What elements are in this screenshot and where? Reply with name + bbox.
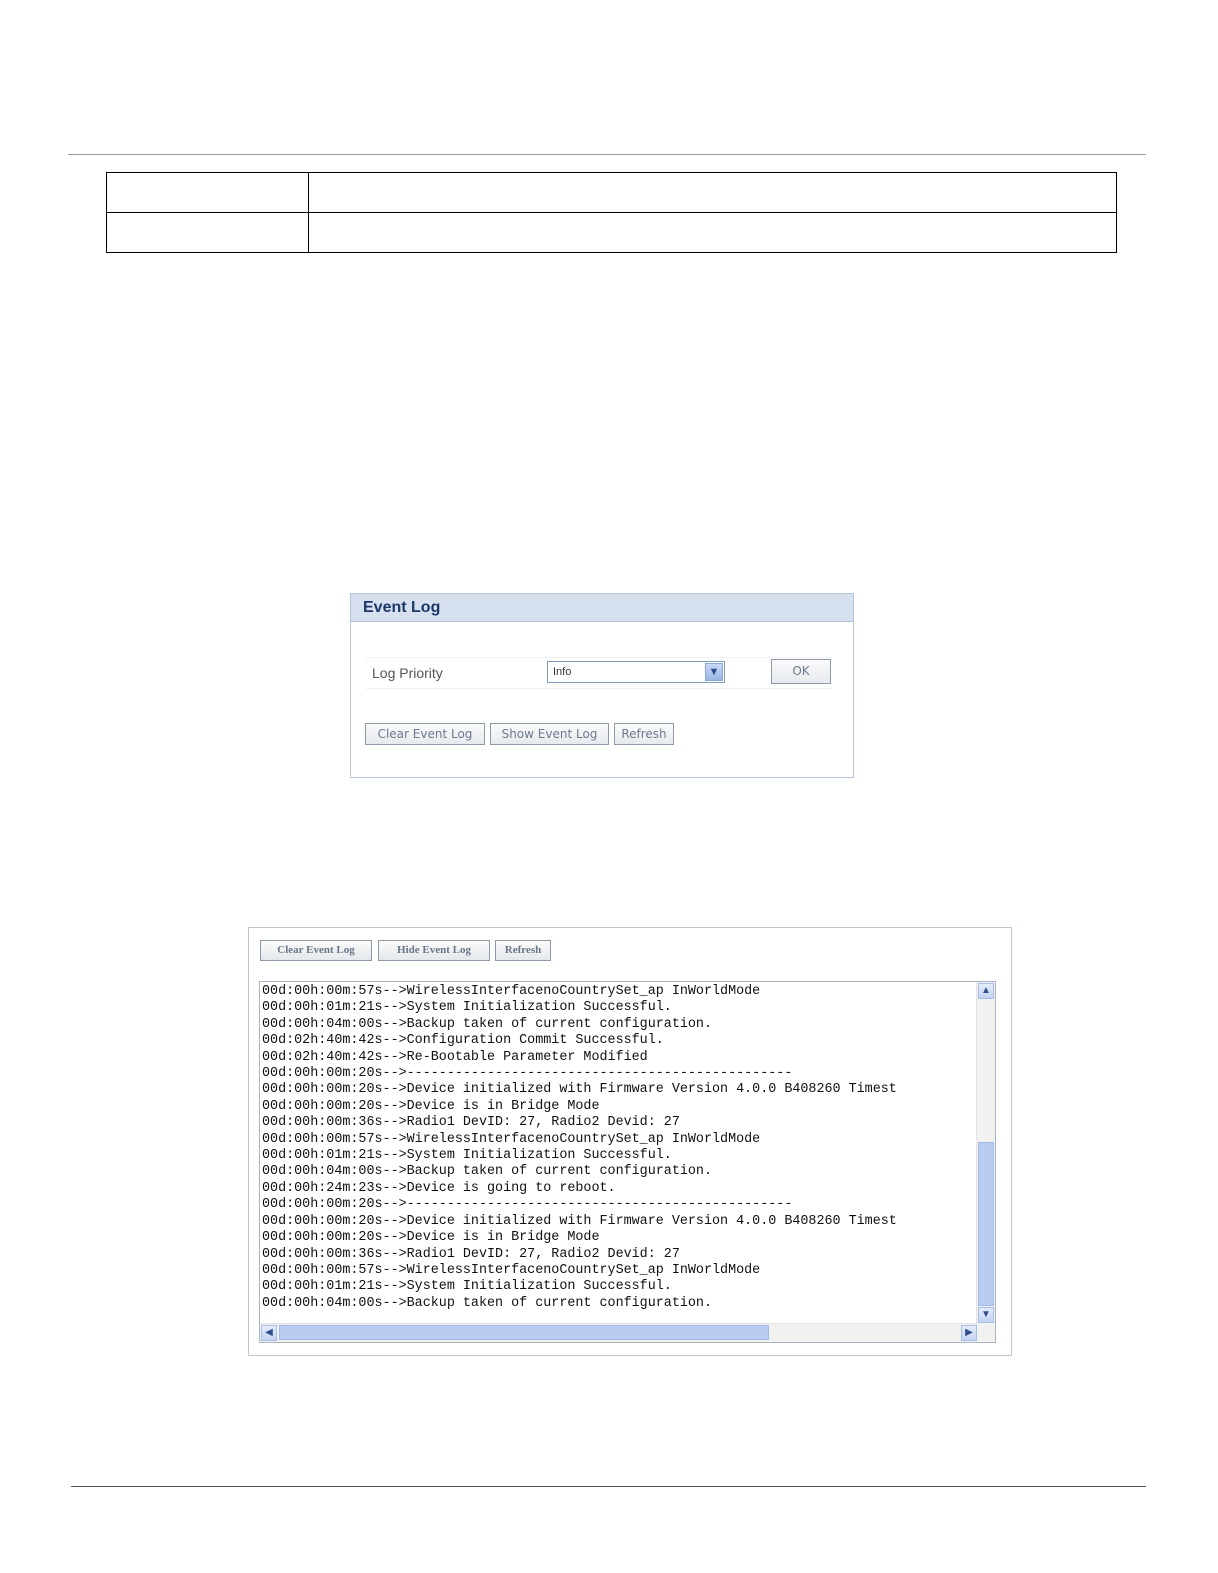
- chevron-down-icon[interactable]: ▼: [705, 663, 723, 681]
- ok-button[interactable]: OK: [771, 659, 831, 684]
- log-line: 00d:00h:01m:21s-->System Initialization Successful.: [262, 1000, 672, 1016]
- horizontal-scrollbar[interactable]: [260, 1323, 978, 1342]
- log-line: 00d:00h:00m:57s-->WirelessInterfacenoCountrySet_ap InWorldMode: [262, 1131, 761, 1147]
- arrow-down-icon[interactable]: ▼: [978, 1307, 994, 1323]
- log-line: 00d:00h:01m:21s-->System Initialization Successful.: [262, 1279, 672, 1295]
- log-line: 00d:00h:00m:20s-->Device initialized with Firmware Version 4.0.0 B408260 Timest: [262, 1213, 897, 1229]
- log-priority-label: Log Priority: [372, 665, 443, 681]
- panel-title: Event Log: [351, 594, 853, 622]
- clear-event-log-button[interactable]: Clear Event Log: [365, 723, 485, 745]
- log-line: 00d:02h:40m:42s-->Re-Bootable Parameter Modified: [262, 1049, 648, 1065]
- log-line: 00d:00h:01m:21s-->System Initialization Successful.: [262, 1148, 672, 1164]
- refresh-button[interactable]: Refresh: [495, 940, 551, 961]
- log-line: 00d:00h:00m:57s-->WirelessInterfacenoCountrySet_ap InWorldMode: [262, 984, 761, 999]
- table-cell: [309, 173, 1117, 213]
- vertical-scrollbar[interactable]: [976, 982, 995, 1324]
- table-row: [107, 213, 1117, 253]
- table-cell: [107, 173, 309, 213]
- log-line: 00d:00h:00m:20s-->Device initialized with Firmware Version 4.0.0 B408260 Timest: [262, 1082, 897, 1098]
- event-log-view: [248, 927, 1012, 1356]
- log-line: 00d:00h:00m:20s-->------------------------------------------------: [262, 1066, 793, 1082]
- arrow-left-icon[interactable]: ◀: [261, 1325, 277, 1341]
- hide-event-log-button[interactable]: Hide Event Log: [378, 940, 490, 961]
- log-line: 00d:00h:04m:00s-->Backup taken of current configuration.: [262, 1016, 712, 1032]
- vertical-scroll-thumb[interactable]: [978, 1142, 994, 1306]
- scroll-corner: [977, 1324, 995, 1342]
- table-cell: [107, 213, 309, 253]
- clear-event-log-button[interactable]: Clear Event Log: [260, 940, 372, 961]
- log-priority-row: [366, 657, 832, 689]
- horizontal-scroll-thumb[interactable]: [279, 1325, 769, 1340]
- log-textarea[interactable]: [259, 981, 996, 1343]
- log-line: 00d:00h:00m:36s-->Radio1 DevID: 27, Radio2 Devid: 27: [262, 1246, 680, 1262]
- table-cell: [309, 213, 1117, 253]
- log-line: 00d:00h:00m:20s-->Device is in Bridge Mode: [262, 1098, 600, 1114]
- log-text: [262, 984, 974, 1324]
- log-line: 00d:00h:04m:00s-->Backup taken of current configuration.: [262, 1295, 712, 1311]
- log-line: 00d:00h:00m:57s-->WirelessInterfacenoCountrySet_ap InWorldMode: [262, 1262, 761, 1278]
- parameter-table: [106, 172, 1117, 253]
- event-log-panel: [350, 593, 854, 778]
- log-line: 00d:00h:00m:20s-->------------------------------------------------: [262, 1197, 793, 1213]
- header-rule: [68, 154, 1146, 155]
- log-line: 00d:02h:40m:42s-->Configuration Commit Successful.: [262, 1033, 664, 1049]
- log-line: 00d:00h:24m:23s-->Device is going to reboot.: [262, 1180, 616, 1196]
- footer-rule: [71, 1486, 1146, 1487]
- refresh-button[interactable]: Refresh: [614, 723, 674, 745]
- log-priority-select[interactable]: [547, 661, 725, 683]
- log-priority-value: Info: [553, 666, 572, 678]
- log-line: 00d:00h:04m:00s-->Backup taken of current configuration.: [262, 1164, 712, 1180]
- arrow-up-icon[interactable]: ▲: [978, 983, 994, 999]
- table-row: [107, 173, 1117, 213]
- show-event-log-button[interactable]: Show Event Log: [490, 723, 609, 745]
- arrow-right-icon[interactable]: ▶: [961, 1325, 977, 1341]
- log-line: 00d:00h:00m:36s-->Radio1 DevID: 27, Radio2 Devid: 27: [262, 1115, 680, 1131]
- log-line: 00d:00h:00m:20s-->Device is in Bridge Mode: [262, 1230, 600, 1246]
